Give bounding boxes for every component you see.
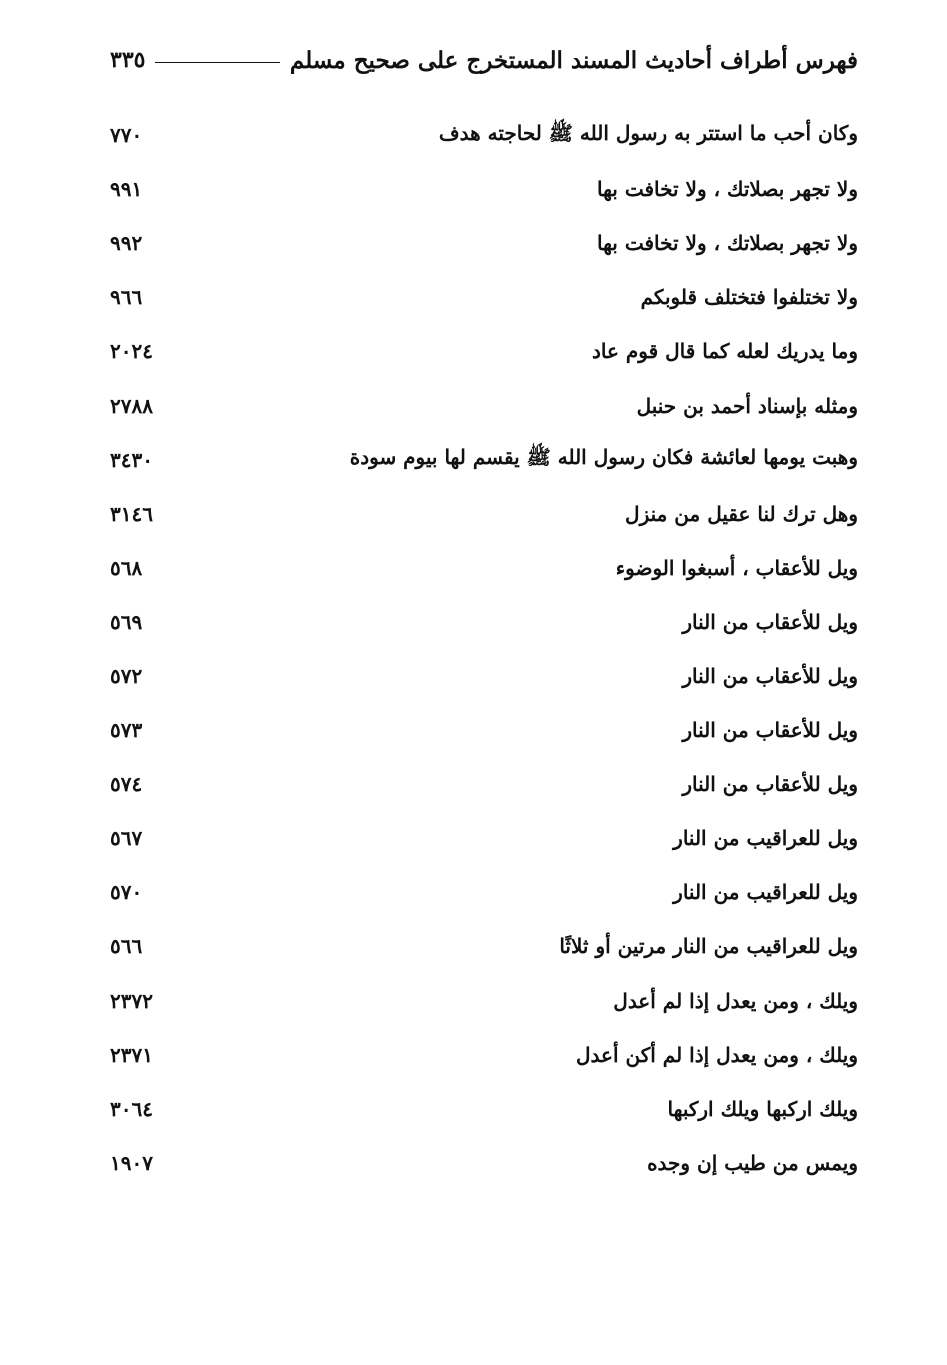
entry-hadith-text: ويل للعراقيب من النار مرتين أو ثلاثًا [559, 934, 858, 959]
entry-hadith-text: ويمس من طيب إن وجده [647, 1150, 858, 1175]
entry-hadith-text: ويلك اركبها ويلك اركبها [667, 1096, 858, 1121]
index-entry [110, 703, 858, 757]
entry-hadith-number: ١٩٠٧ [110, 1150, 153, 1175]
index-entry [110, 433, 858, 487]
index-entry [110, 865, 858, 919]
index-entry [110, 974, 858, 1028]
entry-hadith-text: ولا تجهر بصلاتك ، ولا تخافت بها [596, 231, 858, 256]
entry-hadith-number: ٢٠٢٤ [110, 339, 153, 364]
entry-hadith-text: وكان أحب ما استتر به رسول الله ﷺ لحاجته هدف [438, 120, 858, 145]
entry-hadith-number: ٣١٤٦ [110, 501, 153, 526]
index-entry [110, 1136, 858, 1190]
index-entry [110, 487, 858, 541]
entry-hadith-number: ٥٦٩ [110, 609, 143, 634]
entry-hadith-number: ٥٦٨ [110, 555, 143, 580]
index-entry [110, 595, 858, 649]
header-rule [155, 62, 279, 63]
entry-hadith-text: ويل للعراقيب من النار [673, 880, 858, 905]
header-title: فهرس أطراف أحاديث المسند المستخرج على صحيح مسلم [289, 46, 858, 74]
index-entry [110, 649, 858, 703]
entry-hadith-text: ولا تجهر بصلاتك ، ولا تخافت بها [596, 177, 858, 202]
entry-hadith-number: ٩٩١ [110, 177, 143, 202]
index-entry [110, 541, 858, 595]
entry-hadith-text: وما يدريك لعله كما قال قوم عاد [591, 339, 858, 364]
entry-hadith-text: ويل للأعقاب من النار [682, 609, 858, 634]
index-entry [110, 919, 858, 973]
entry-hadith-number: ٥٦٦ [110, 934, 143, 959]
index-entry [110, 811, 858, 865]
entry-hadith-text: ولا تختلفوا فتختلف قلوبكم [640, 285, 858, 310]
entry-hadith-text: ويل للأعقاب من النار [682, 772, 858, 797]
entry-hadith-number: ٥٧٢ [110, 663, 143, 688]
entry-hadith-text: ويل للأعقاب من النار [682, 718, 858, 743]
entry-hadith-number: ٧٧٠ [110, 123, 143, 148]
header-page-number: ٣٣٥ [110, 47, 146, 73]
index-entry [110, 216, 858, 270]
index-entry [110, 162, 858, 216]
entry-hadith-text: ويل للأعقاب ، أسبغوا الوضوء [615, 555, 858, 580]
entry-hadith-text: وهبت يومها لعائشة فكان رسول الله ﷺ يقسم لها بيوم سودة [349, 445, 858, 470]
index-entry [110, 108, 858, 162]
entry-hadith-number: ٢٧٨٨ [110, 393, 153, 418]
index-entry [110, 378, 858, 432]
entry-hadith-number: ٢٣٧١ [110, 1042, 153, 1067]
index-entry [110, 1028, 858, 1082]
entry-hadith-number: ٥٦٧ [110, 826, 143, 851]
index-entry [110, 270, 858, 324]
index-entry [110, 1082, 858, 1136]
entry-hadith-number: ٥٧٣ [110, 718, 143, 743]
entry-hadith-number: ٩٩٢ [110, 231, 143, 256]
index-entry [110, 324, 858, 378]
entry-hadith-text: ويلك ، ومن يعدل إذا لم أعدل [613, 988, 858, 1013]
entry-hadith-number: ٣٠٦٤ [110, 1096, 153, 1121]
entry-hadith-number: ٩٦٦ [110, 285, 143, 310]
entry-hadith-number: ٥٧٤ [110, 772, 143, 797]
index-entry [110, 757, 858, 811]
index-entries [110, 108, 858, 1190]
page-header [110, 38, 858, 82]
entry-hadith-text: ويلك ، ومن يعدل إذا لم أكن أعدل [576, 1042, 858, 1067]
entry-hadith-number: ٢٣٧٢ [110, 988, 153, 1013]
entry-hadith-number: ٣٤٣٠ [110, 447, 153, 472]
entry-hadith-text: ويل للأعقاب من النار [682, 663, 858, 688]
entry-hadith-text: وهل ترك لنا عقيل من منزل [625, 501, 858, 526]
entry-hadith-number: ٥٧٠ [110, 880, 143, 905]
entry-hadith-text: ويل للعراقيب من النار [673, 826, 858, 851]
entry-hadith-text: ومثله بإسناد أحمد بن حنبل [636, 393, 858, 418]
